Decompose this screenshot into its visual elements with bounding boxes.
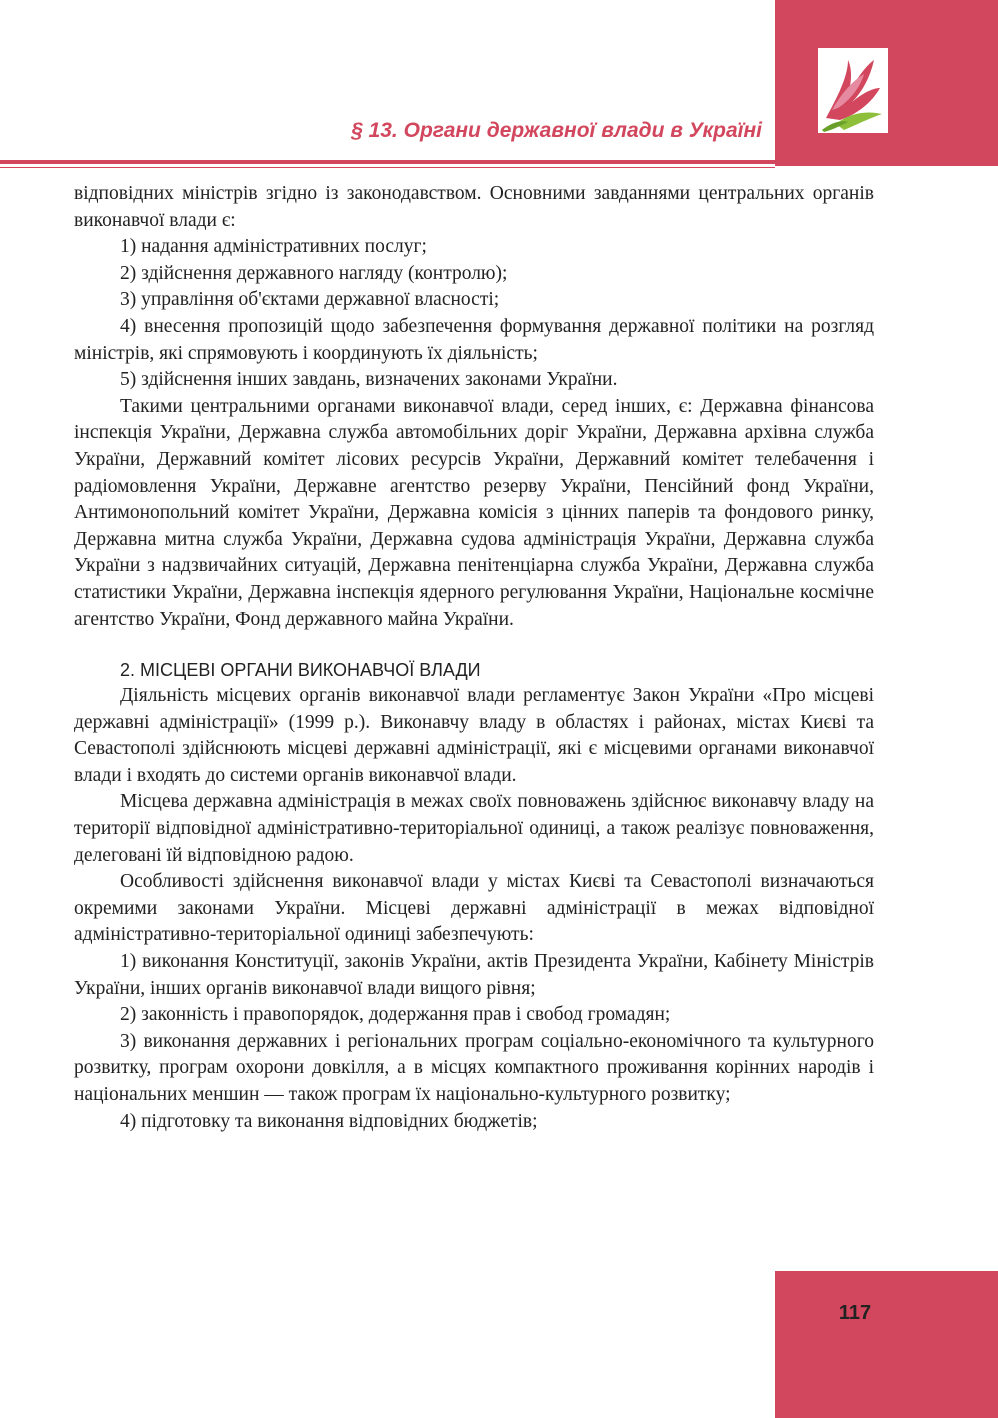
paragraph: Особливості здійснення виконавчої влади у містах Києві та Севастополі визначаються окремими законами України. Місцеві державні адміністрації в межах відповідної адміністративно-територіальної одиниці забезпечують: [74, 871, 874, 946]
section-title: § 13. Органи державної влади в Україні [351, 119, 762, 142]
list-item: 5) здійснення інших завдань, визначених законами України. [120, 369, 618, 391]
list-item: 1) виконання Конституції, законів України, актів Президента України, Кабінету Міністрів України, інших органів виконавчої влади вищого рівня; [74, 951, 874, 999]
list-item: 4) підготовку та виконання відповідних бюджетів; [120, 1110, 538, 1132]
paragraph-continuation: відповідних міністрів згідно із законодавством. Основними завданнями центральних органів виконавчої влади є: [74, 183, 874, 231]
footer-page-band [775, 1271, 998, 1418]
page-content [74, 181, 874, 1135]
list-item: 2) здійснення державного нагляду (контролю); [120, 262, 508, 284]
paragraph: Діяльність місцевих органів виконавчої влади регламентує Закон України «Про місцеві державні адміністрації» (1999 р.). Виконавчу владу в областях і районах, містах Києві та Севастополі здійснюють місцеві державні адміністрації, які є місцевими органами виконавчої влади і входять до системи органів виконавчої влади. [74, 685, 874, 786]
list-item: 3) виконання державних і регіональних програм соціально-економічного та культурного розвитку, програм охорони довкілля, а в місцях компактного проживання корінних народів і національних меншин — також програм їх національно-культурного розвитку; [74, 1030, 874, 1105]
header-rule-thick [0, 160, 775, 164]
list-item: 1) надання адміністративних послуг; [120, 236, 427, 258]
hands-with-bird-icon [818, 48, 888, 133]
section-heading: 2. МІСЦЕВІ ОРГАНИ ВИКОНАВЧОЇ ВЛАДИ [120, 660, 481, 681]
header-rule-thin [0, 167, 775, 168]
list-item: 2) законність і правопорядок, додержання прав і свобод громадян; [120, 1004, 671, 1026]
list-item: 4) внесення пропозицій щодо забезпечення формування державної політики на розгляд міністрів, які спрямовують і координують їх діяльність; [74, 315, 874, 364]
paragraph: Місцева державна адміністрація в межах своїх повноважень здійснює виконавчу владу на території відповідної адміністративно-територіальної одиниці, а також реалізує повноваження, делеговані їй відповідною радою. [74, 791, 874, 866]
paragraph-central-bodies: Такими центральними органами виконавчої влади, серед інших, є: Державна фінансова інспекція України, Державна служба автомобільних доріг України, Державна архівна служба України, Державний комітет лісових ресурсів України, Державний комітет телебачення і радіомовлення України, Державне агентство резерву України, Пенсійний фонд України, Антимонопольний комітет України, Державна комісія з цінних паперів та фондового ринку, Державна митна служба України, Державна судова адміністрація України, Державна служба України з надзвичайних ситуацій, Державна пенітенціарна служба України, Державна служба статистики України, Державна інспекція ядерного регулювання України, Національне космічне агентство України, Фонд державного майна України. [74, 395, 874, 630]
page-number: 117 [838, 1302, 872, 1324]
logo [818, 48, 888, 133]
list-item: 3) управління об'єктами державної власності; [120, 289, 500, 311]
